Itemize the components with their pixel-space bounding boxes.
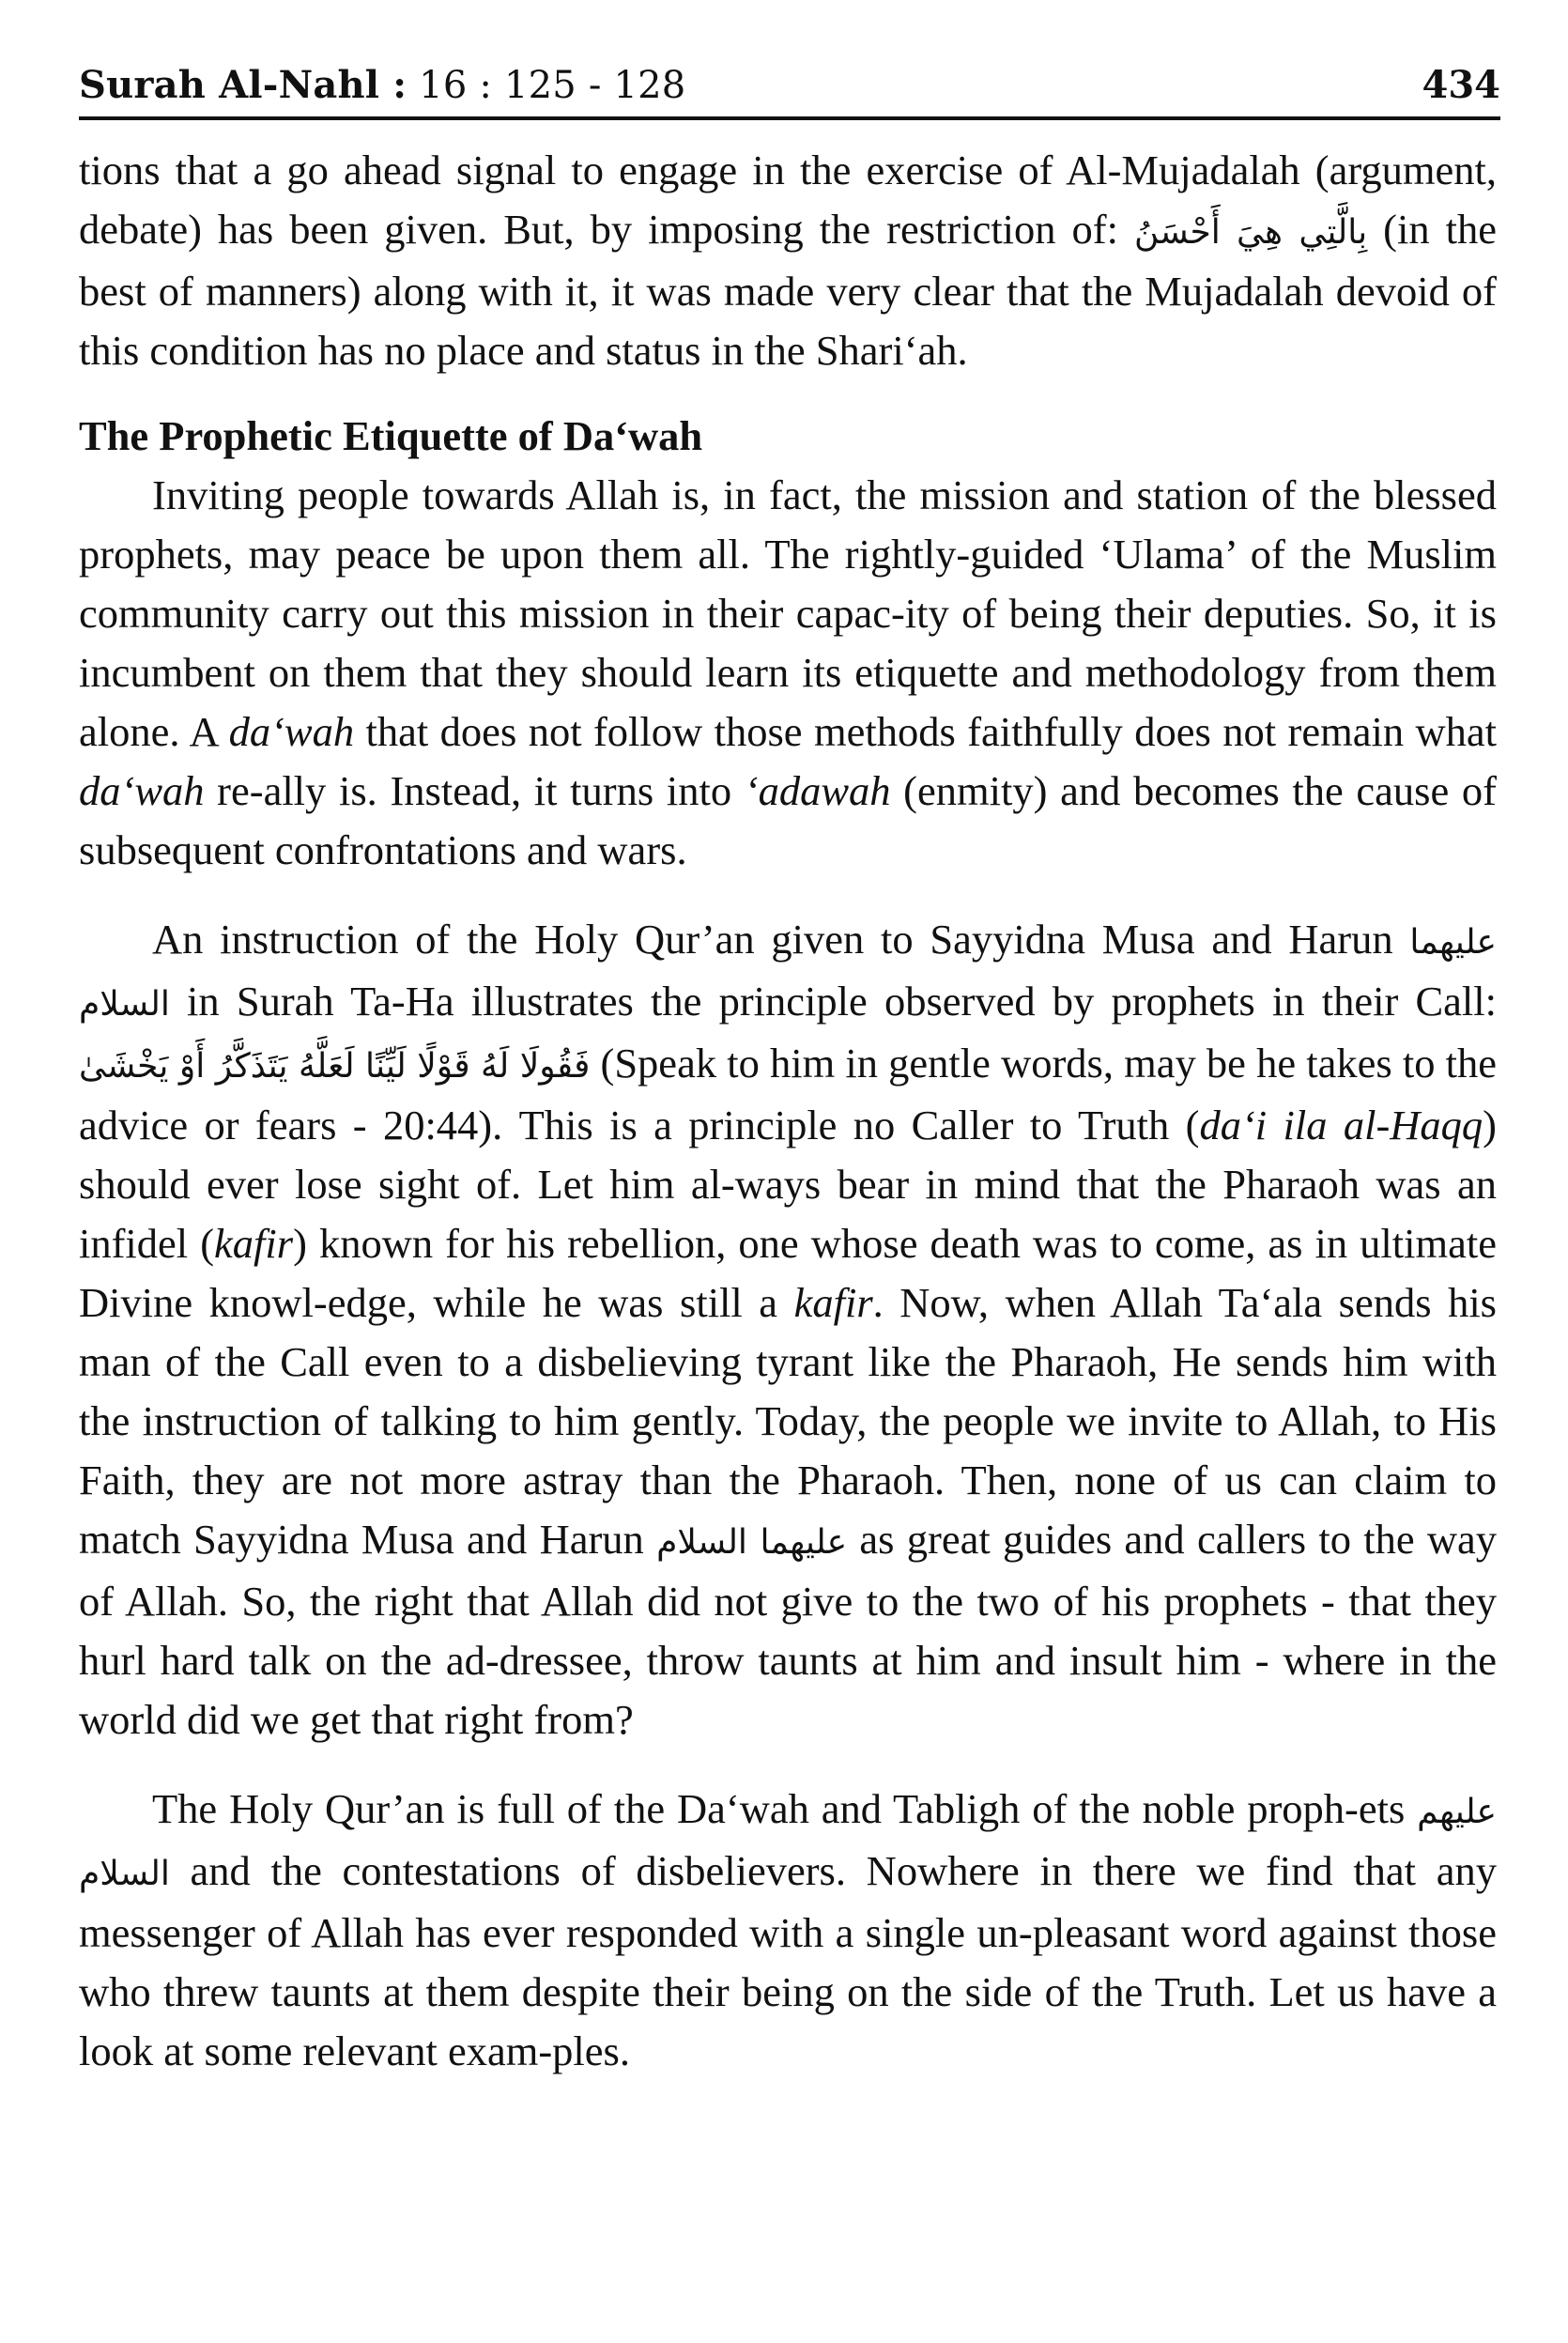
arabic-salutation: عليهما السلام (79, 923, 1497, 1024)
paragraph-musa-harun: An instruction of the Holy Qur’an given to Sayyidna Musa and Harun عليهما السلام in Surah Ta-Ha illustrates the principle observed by prophets in their Call: فَقُولَا لَهُ قَوْلًا لَيِّنًا لَعَلَّهُ يَتَذَكَّرُ أَوْ يَخْشَىٰ (Speak to him in gentle words, may be he takes to the advice or fears - 20:44). This is a principle no Caller to Truth (da‘i ila al-Haqq) should ever lose sight of. Let him al-ways bear in mind that the Pharaoh was an infidel (kafir) known for his rebellion, one whose death was to come, as in ultimate Divine knowl-edge, while he was still a kafir. Now, when Allah Ta‘ala sends his man of the Call even to a disbelieving tyrant like the Pharaoh, He sends him with the instruction of talking to him gently. Today, the people we invite to Allah, to His Faith, they are not more astray than the Pharaoh. Then, none of us can claim to match Sayyidna Musa and Harun عليهما السلام as great guides and callers to the way of Allah. So, the right that Allah did not give to the two of his prophets - that they hurl hard talk on the ad-dressee, throw taunts at him and insult him - where in the world did we get that right from? (79, 916, 1498, 1743)
arabic-verse: فَقُولَا لَهُ قَوْلًا لَيِّنًا لَعَلَّهُ يَتَذَكَّرُ أَوْ يَخْشَىٰ (79, 1047, 591, 1086)
page-number: 434 (1422, 63, 1500, 107)
paragraph-quran-examples: The Holy Qur’an is full of the Da‘wah and Tabligh of the noble proph-ets عليهم السلام and the contestations of disbelievers. Nowhere in there we find that any messenger of Allah has ever responded with a single un-pleasant word against those who threw taunts at them despite their being on the side of the Truth. Let us have a look at some relevant exam-ples. (79, 1785, 1497, 2074)
arabic-salutation: عليهم السلام (79, 1793, 1497, 1893)
paragraph-continuation: tions that a go ahead signal to engage in the exercise of Al-Mujadalah (argument, debate) has been given. But, by imposing the restriction of: بِالَّتِي هِيَ أَحْسَنُ (in the best of manners) along with it, it was made very clear that the Mujadalah devoid of this condition has no place and status in the Shari‘ah. (79, 146, 1497, 374)
body-text (79, 141, 1497, 2081)
surah-title: Surah Al-Nahl : (79, 63, 407, 107)
arabic-salutation: عليهما السلام (656, 1523, 848, 1562)
section-heading: The Prophetic Etiquette of Da‘wah (79, 412, 703, 459)
arabic-phrase: بِالَّتِي هِيَ أَحْسَنُ (1133, 213, 1368, 252)
running-header (79, 47, 1500, 120)
surah-reference (79, 63, 685, 107)
paragraph-dawah-mission: Inviting people towards Allah is, in fact, the mission and station of the blessed prophets, may peace be upon them all. The rightly-guided ‘Ulama’ of the Muslim community carry out this mission in their capac-ity of being their deputies. So, it is incumbent on them that they should learn its etiquette and methodology from them alone. A da‘wah that does not follow those methods faithfully does not remain what da‘wah re-ally is. Instead, it turns into ‘adawah (enmity) and becomes the cause of subsequent confrontations and wars. (79, 471, 1497, 873)
verse-range: 16 : 125 - 128 (407, 64, 686, 107)
